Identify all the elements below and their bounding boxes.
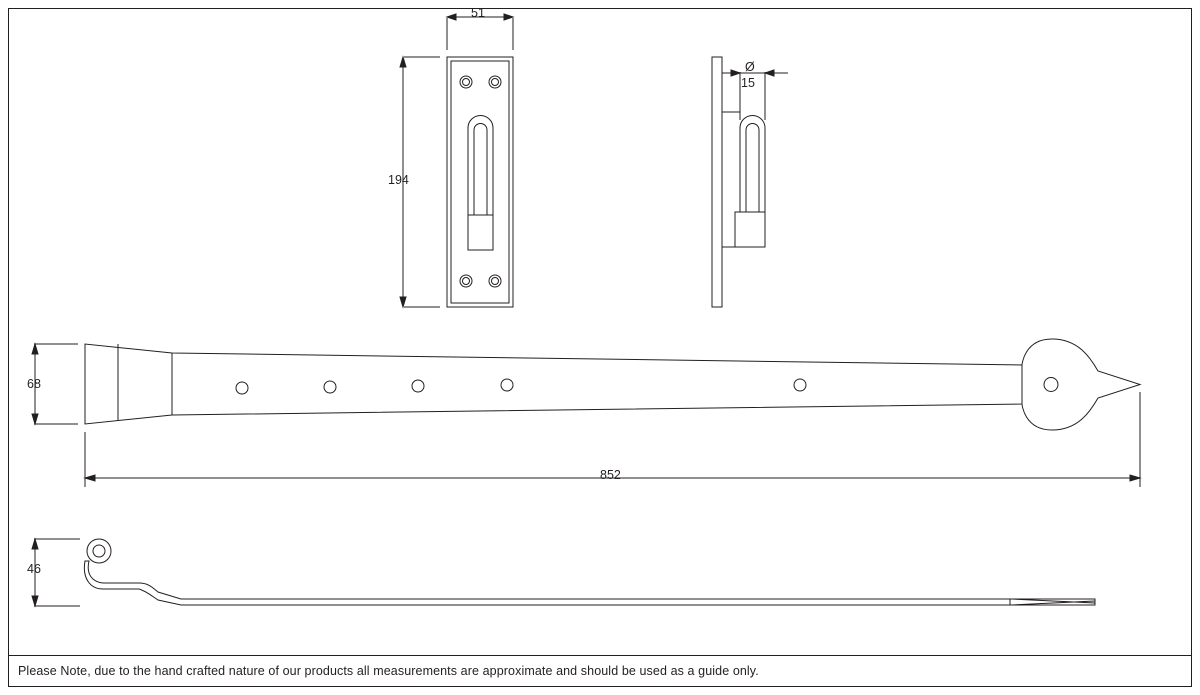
- side-plate-view: [712, 57, 765, 307]
- label-side-height: 46: [27, 562, 41, 576]
- label-pin-diameter-symbol: Ø: [745, 60, 755, 74]
- strap-side-view: [84, 539, 1095, 605]
- label-plate-width: 51: [471, 6, 485, 20]
- label-strap-length: 852: [600, 468, 621, 482]
- label-plate-height: 194: [388, 173, 409, 187]
- label-strap-height: 68: [27, 377, 41, 391]
- front-plate-view: [447, 57, 513, 307]
- note-text: Please Note, due to the hand crafted nature of our products all measurements are approximate and should be used as a guide only.: [18, 664, 759, 678]
- strap-top-view: [85, 339, 1140, 430]
- note-bar: [9, 655, 1191, 686]
- label-pin-diameter: 15: [741, 76, 755, 90]
